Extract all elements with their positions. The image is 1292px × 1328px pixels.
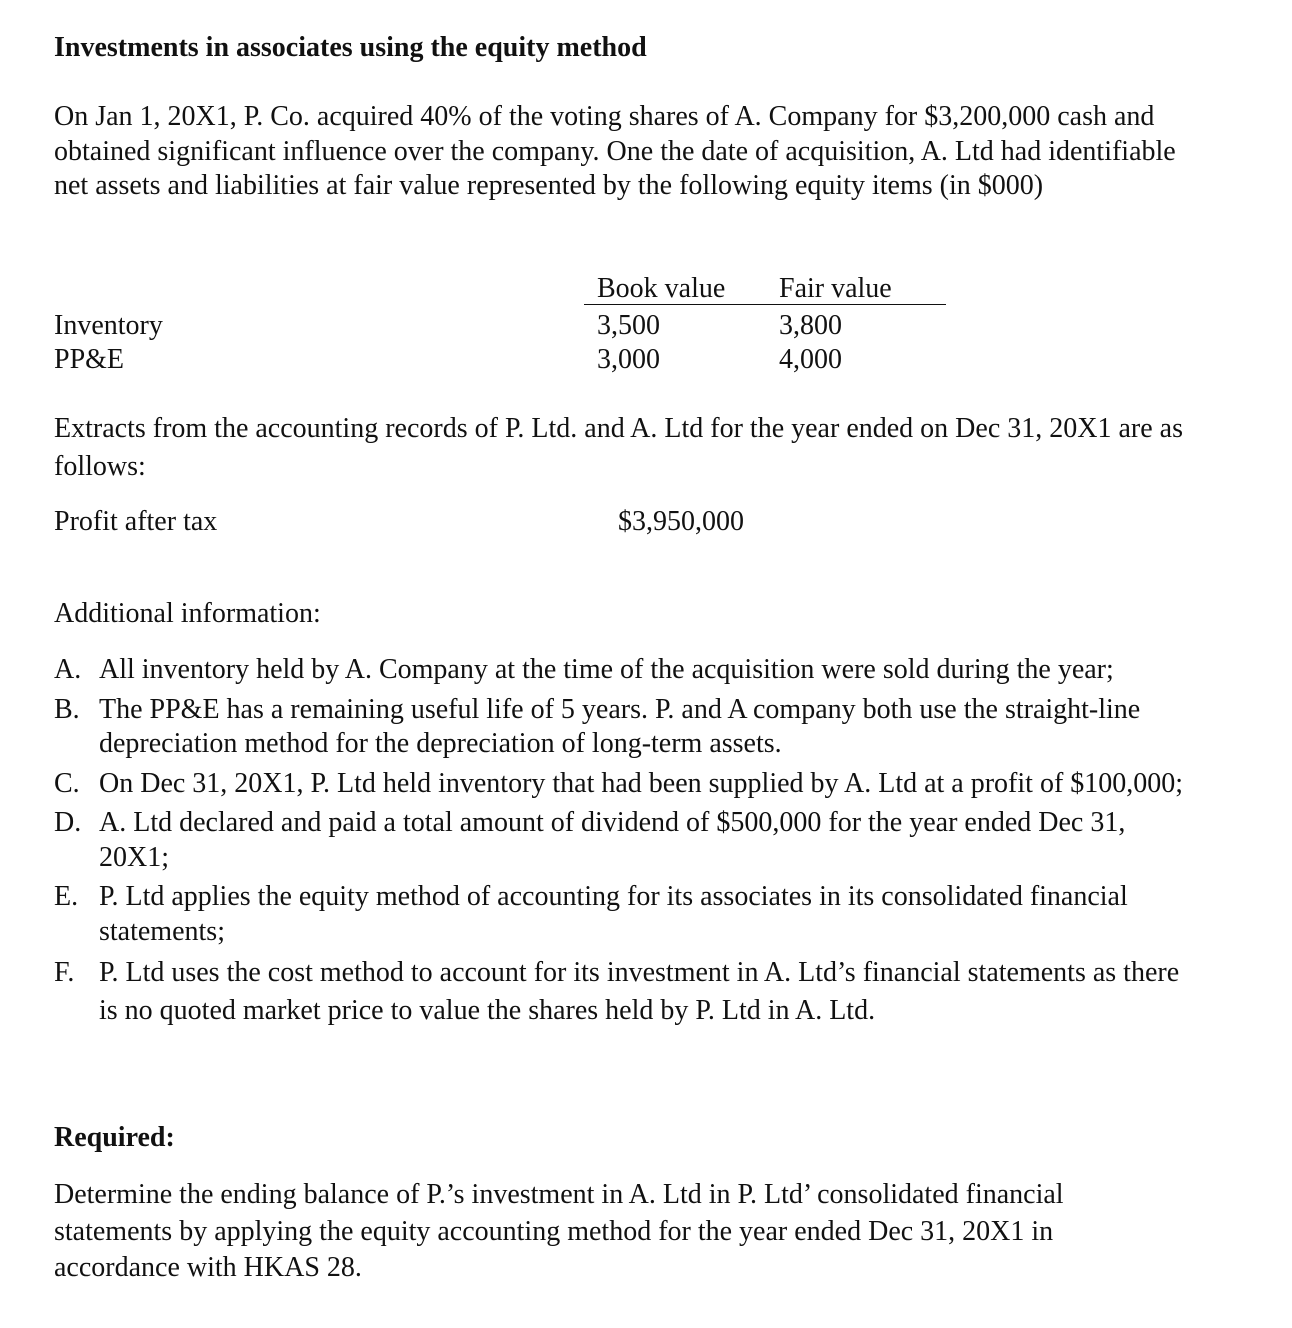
list-item [54, 693, 1194, 762]
list-item-text: The PP&E has a remaining useful life of 5 years. P. and A company both use the straight-line depreciation method for the depreciation of long-term assets. [99, 693, 1141, 759]
list-item-text: A. Ltd declared and paid a total amount of dividend of $500,000 for the year ended Dec 31, 20X1; [99, 807, 1126, 873]
list-item [54, 806, 1194, 875]
list-item-text: On Dec 31, 20X1, P. Ltd held inventory that had been supplied by A. Ltd at a profit of $100,000; [99, 767, 1184, 799]
row-fair-value: 4,000 [779, 344, 842, 375]
list-item-text: P. Ltd uses the cost method to account for its investment in A. Ltd’s financial statements as there is no quoted market price to value the shares held by P. Ltd in A. Ltd. [99, 957, 1180, 1026]
intro-paragraph: On Jan 1, 20X1, P. Co. acquired 40% of the voting shares of A. Company for $3,200,000 cash and obtained significant influence over the company. One the date of acquisition, A. Ltd had identifiable net assets and liabilities at fair value represented by the following equity items (in $000) [54, 101, 1176, 201]
list-marker: F. [54, 957, 75, 988]
additional-info-heading: Additional information: [54, 598, 321, 629]
profit-label: Profit after tax [54, 506, 218, 537]
list-item [54, 954, 1194, 1030]
list-item [54, 767, 1194, 802]
list-marker: D. [54, 807, 82, 838]
list-marker: A. [54, 654, 82, 685]
list-item-text: P. Ltd applies the equity method of accounting for its associates in its consolidated financial statements; [99, 881, 1128, 947]
task-paragraph: Determine the ending balance of P.’s investment in A. Ltd in P. Ltd’ consolidated financial statements by applying the equity accounting method for the year ended Dec 31, 20X1 in accordance with HKAS 28. [54, 1179, 1064, 1283]
row-book-value: 3,000 [597, 344, 660, 375]
required-heading: Required: [54, 1122, 175, 1153]
book-value-header: Book value [597, 273, 726, 304]
additional-info-list [54, 653, 1194, 1035]
list-marker: E. [54, 881, 79, 912]
row-fair-value: 3,800 [779, 310, 842, 341]
page-title: Investments in associates using the equity method [54, 32, 647, 63]
list-marker: B. [54, 693, 80, 725]
row-label: PP&E [54, 344, 125, 375]
extracts-paragraph: Extracts from the accounting records of P. Ltd. and A. Ltd for the year ended on Dec 31, 20X1 are as follows: [54, 413, 1183, 482]
row-label: Inventory [54, 310, 163, 341]
header-underline [584, 304, 946, 305]
list-item [54, 880, 1194, 949]
row-book-value: 3,500 [597, 310, 660, 341]
fair-value-header: Fair value [779, 273, 892, 304]
list-item [54, 653, 1194, 688]
profit-value: $3,950,000 [618, 506, 744, 537]
list-item-text: All inventory held by A. Company at the time of the acquisition were sold during the year; [99, 654, 1114, 685]
list-marker: C. [54, 767, 80, 799]
